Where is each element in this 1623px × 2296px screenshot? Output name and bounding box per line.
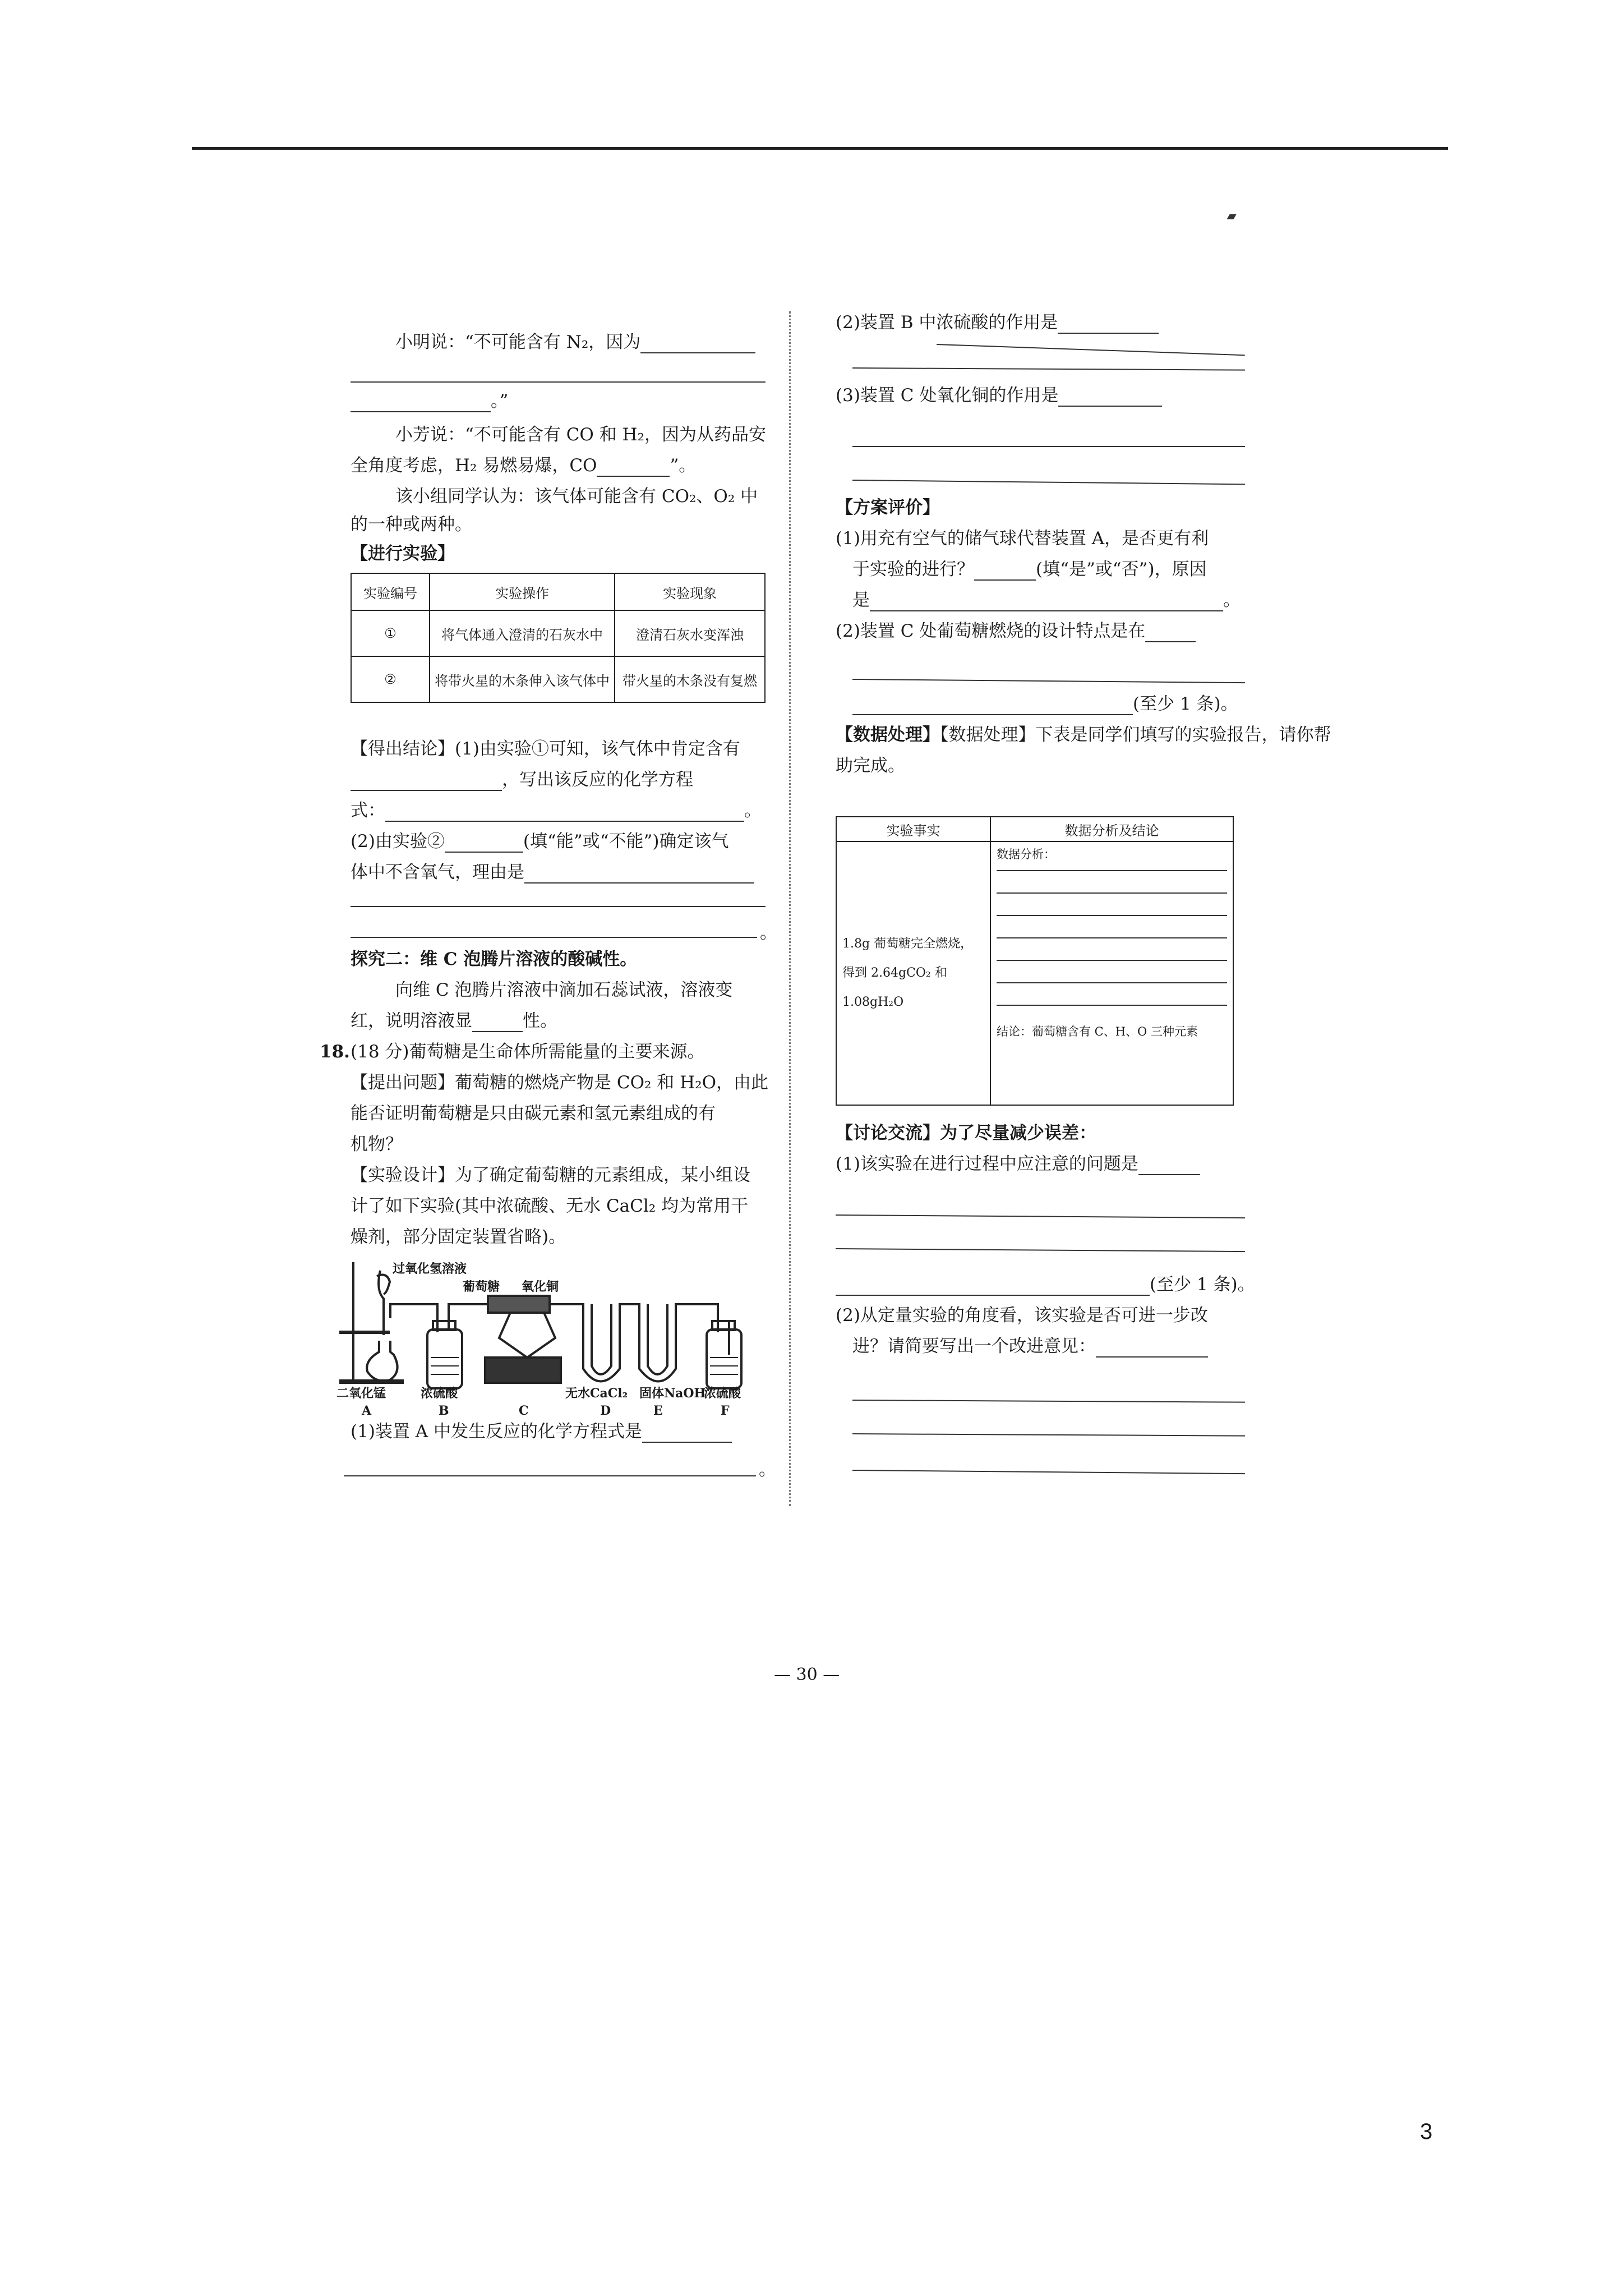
discuss-2b: 进？请简要写出一个改进意见： xyxy=(852,1335,1208,1358)
report-table xyxy=(836,816,1234,1106)
answer-blank[interactable] xyxy=(836,1278,1150,1296)
answer-line[interactable] xyxy=(937,344,1245,356)
conclusion-1c: 式： 。 xyxy=(351,800,762,821)
label-cuo: 氧化铜 xyxy=(522,1280,559,1294)
sheet-number: 3 xyxy=(1420,2119,1433,2144)
label-glucose: 葡萄糖 xyxy=(463,1280,500,1294)
design-line-3: 燥剂，部分固定装置省略)。 xyxy=(351,1227,566,1247)
eval-1c: 是 。 xyxy=(852,590,1241,610)
answer-line[interactable] xyxy=(997,915,1227,916)
corner-mark xyxy=(1227,214,1236,219)
label-f: F xyxy=(721,1404,730,1418)
table-cell: 将气体通入澄清的石灰水中 xyxy=(430,610,615,656)
answer-blank[interactable] xyxy=(1145,624,1196,642)
label-e: E xyxy=(653,1404,663,1418)
data-line-2: 助完成。 xyxy=(836,756,905,776)
table-header: 实验事实 xyxy=(836,817,990,841)
table-cell: 带火星的木条没有复燃 xyxy=(615,656,765,702)
xiaofang-line-2: 全角度考虑，H₂ 易燃易爆，CO ”。 xyxy=(351,455,697,476)
answer-blank[interactable] xyxy=(597,459,670,477)
label-b: B xyxy=(439,1404,449,1418)
conclusion-1b: ，写出该反应的化学方程 xyxy=(351,769,693,791)
q18-1-line: (1)装置 A 中发生反应的化学方程式是 xyxy=(351,1420,732,1443)
answer-line[interactable] xyxy=(997,982,1227,983)
table-cell: 澄清石灰水变浑浊 xyxy=(615,610,765,656)
answer-line[interactable] xyxy=(852,1470,1245,1474)
answer-blank[interactable] xyxy=(385,804,744,822)
label-naoh: 固体NaOH xyxy=(639,1386,706,1401)
section-eval: 【方案评价】 xyxy=(836,498,940,518)
label-h2so4-f: 浓硫酸 xyxy=(704,1386,741,1401)
xiaofang-line-1: 小芳说：“不可能含有 CO 和 H₂，因为从药品安 xyxy=(395,425,767,445)
problem-line-3: 机物？ xyxy=(351,1134,403,1154)
answer-line[interactable] xyxy=(997,937,1227,938)
label-d: D xyxy=(600,1404,611,1418)
answer-line[interactable] xyxy=(836,1248,1245,1252)
conclusion-2c: 体中不含氧气，理由是 xyxy=(351,861,754,884)
period: 。 xyxy=(759,1460,776,1480)
answer-line[interactable] xyxy=(852,1400,1245,1403)
answer-line[interactable] xyxy=(344,1475,756,1476)
eval-1b: 于实验的进行？ (填“是”或“否”)，原因 xyxy=(852,559,1207,579)
answer-line[interactable] xyxy=(997,960,1227,961)
eval-2-end: (至少 1 条)。 xyxy=(852,693,1238,715)
label-a: A xyxy=(362,1404,372,1418)
report-conclusion: 结论：葡萄糖含有 C、H、O 三种元素 xyxy=(997,1025,1198,1038)
design-line-1: 【实验设计】为了确定葡萄糖的元素组成，某小组设 xyxy=(351,1165,750,1185)
label-mno2: 二氧化锰 xyxy=(336,1386,386,1401)
apparatus-diagram xyxy=(336,1259,774,1405)
answer-blank[interactable] xyxy=(524,866,754,884)
label-cacl2: 无水CaCl₂ xyxy=(565,1386,628,1401)
answer-blank[interactable] xyxy=(1096,1340,1208,1358)
table-cell: ① xyxy=(351,610,430,656)
answer-line[interactable] xyxy=(852,446,1245,447)
report-fact: 1.8g 葡萄糖完全燃烧，得到 2.64gCO₂ 和 1.08gH₂O xyxy=(836,841,990,1105)
data-line-1: 【数据处理】【数据处理】下表是同学们填写的实验报告，请你帮 xyxy=(836,725,1331,745)
analysis-label: 数据分析： xyxy=(997,848,1055,861)
group-line-2: 的一种或两种。 xyxy=(351,514,472,535)
table-row xyxy=(351,610,765,656)
answer-blank[interactable] xyxy=(640,335,755,353)
answer-line[interactable] xyxy=(852,480,1245,485)
scanned-page xyxy=(320,311,1331,1523)
answer-line[interactable] xyxy=(852,1433,1245,1437)
q2-line: (2)装置 B 中浓硫酸的作用是 xyxy=(836,311,1159,334)
explore-2-line-1: 向维 C 泡腾片溶液中滴加石蕊试液，溶液变 xyxy=(395,980,733,1000)
table-header: 实验现象 xyxy=(615,573,765,610)
period: 。 xyxy=(760,923,777,943)
column-divider xyxy=(789,311,791,1506)
answer-blank[interactable] xyxy=(974,563,1036,581)
label-c: C xyxy=(519,1404,529,1418)
explore-2-title: 探究二：维 C 泡腾片溶液的酸碱性。 xyxy=(351,949,638,969)
answer-line[interactable] xyxy=(997,892,1227,894)
table-row xyxy=(351,656,765,702)
answer-blank[interactable] xyxy=(1138,1157,1200,1175)
answer-line[interactable] xyxy=(836,1214,1245,1218)
report-analysis xyxy=(990,841,1233,1105)
page-number: — 30 — xyxy=(774,1665,840,1685)
xiaoming-line: 小明说：“不可能含有 N₂，因为 xyxy=(395,331,755,353)
answer-blank[interactable] xyxy=(445,835,523,853)
discuss-1-end: (至少 1 条)。 xyxy=(836,1273,1255,1296)
answer-line[interactable] xyxy=(997,870,1227,871)
label-h2o2: 过氧化氢溶液 xyxy=(393,1262,467,1276)
answer-blank[interactable] xyxy=(472,1014,523,1032)
table-cell: ② xyxy=(351,656,430,702)
top-rule xyxy=(192,147,1448,150)
problem-line-1: 【提出问题】葡萄糖的燃烧产物是 CO₂ 和 H₂O，由此 xyxy=(351,1073,768,1093)
table-cell: 将带火星的木条伸入该气体中 xyxy=(430,656,615,702)
discuss-title: 【讨论交流】为了尽量减少误差： xyxy=(836,1123,1096,1143)
label-h2so4-b: 浓硫酸 xyxy=(421,1386,458,1401)
table-header: 实验编号 xyxy=(351,573,430,610)
answer-blank[interactable] xyxy=(870,593,1223,611)
answer-line[interactable] xyxy=(351,906,766,907)
answer-blank[interactable] xyxy=(1058,389,1162,407)
table-row xyxy=(836,841,1233,1105)
eval-2: (2)装置 C 处葡萄糖燃烧的设计特点是在 xyxy=(836,620,1196,642)
design-line-2: 计了如下实验(其中浓硫酸、无水 CaCl₂ 均为常用干 xyxy=(351,1196,749,1216)
answer-line[interactable] xyxy=(997,1005,1227,1006)
conclusion-1: 【得出结论】(1)由实验①可知，该气体中肯定含有 xyxy=(351,739,740,759)
eval-1a: (1)用充有空气的储气球代替装置 A，是否更有利 xyxy=(836,528,1209,549)
discuss-1: (1)该实验在进行过程中应注意的问题是 xyxy=(836,1153,1200,1175)
answer-blank[interactable] xyxy=(1058,316,1159,334)
conclusion-2: (2)由实验② (填“能”或“不能”)确定该气 xyxy=(351,831,729,852)
section-experiment: 【进行实验】 xyxy=(351,544,455,564)
problem-line-2: 能否证明葡萄糖是只由碳元素和氢元素组成的有 xyxy=(351,1103,716,1124)
table-header: 实验操作 xyxy=(430,573,615,610)
answer-blank[interactable] xyxy=(351,394,491,412)
answer-line[interactable] xyxy=(852,367,1245,371)
question-18-text: (18 分)葡萄糖是生命体所需能量的主要来源。 xyxy=(351,1042,705,1062)
question-18-number: 18. xyxy=(320,1042,350,1062)
explore-2-line-2: 红，说明溶液显 性。 xyxy=(351,1011,557,1031)
answer-line[interactable] xyxy=(852,679,1245,683)
experiment-table xyxy=(351,573,766,703)
discuss-2a: (2)从定量实验的角度看，该实验是否可进一步改 xyxy=(836,1305,1208,1326)
apparatus-letters xyxy=(336,1404,774,1420)
group-line-1: 该小组同学认为：该气体可能含有 CO₂、O₂ 中 xyxy=(395,486,758,507)
answer-blank[interactable] xyxy=(852,697,1133,715)
q3-line: (3)装置 C 处氧化铜的作用是 xyxy=(836,384,1162,407)
xiaoming-end: 。” xyxy=(351,390,508,412)
answer-line[interactable] xyxy=(351,381,766,383)
answer-line[interactable] xyxy=(351,937,757,938)
answer-blank[interactable] xyxy=(351,773,502,791)
answer-blank[interactable] xyxy=(642,1425,732,1443)
table-header: 数据分析及结论 xyxy=(990,817,1233,841)
